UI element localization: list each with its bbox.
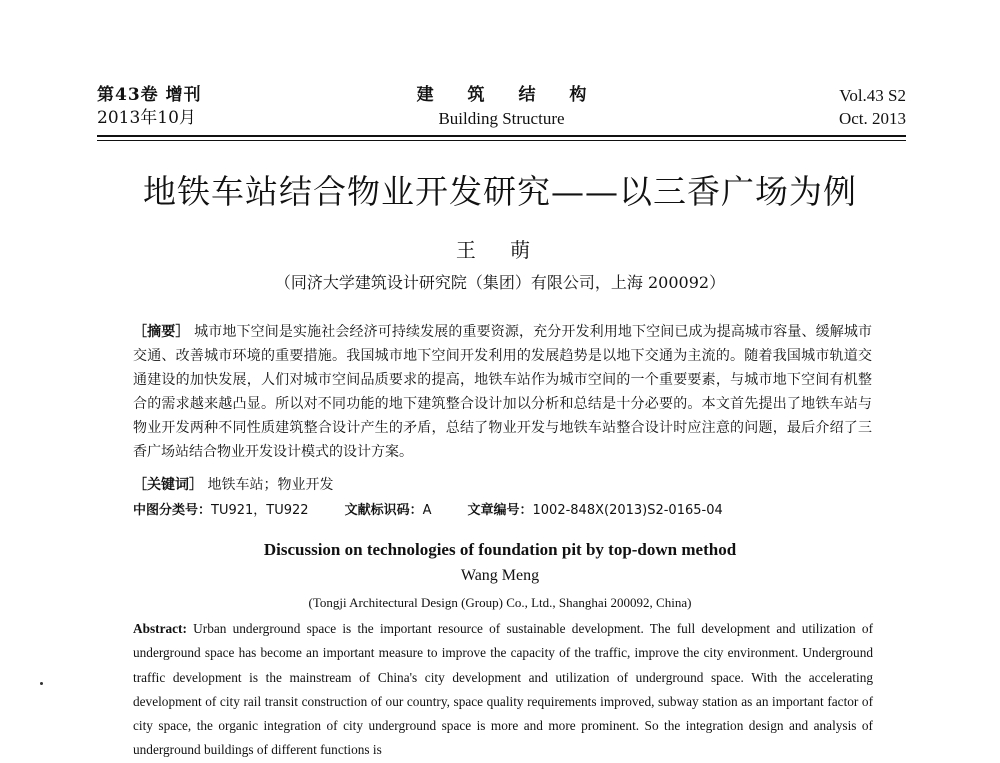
abstract-cn-label: ［摘要］ [133, 324, 190, 340]
issue-date: 2013年10月 [97, 108, 196, 128]
volume-issue: 第43卷 增刊 [97, 85, 202, 105]
author-affiliation: （同济大学建筑设计研究院（集团）有限公司，上海 200092） [274, 273, 726, 292]
journal-name-cn: 建 筑 结 构 [416, 85, 601, 105]
header-rule-thick [97, 135, 906, 137]
journal-name [97, 84, 906, 130]
journal-header [97, 84, 906, 132]
english-abstract [133, 617, 873, 763]
journal-name-en: Building Structure [438, 109, 565, 128]
classification-line [133, 499, 723, 518]
margin-dot [40, 682, 43, 685]
paper-title: 地铁车站结合物业开发研究——以三香广场为例 [143, 172, 857, 211]
english-abstract-text: Urban underground space is the important resource of sustainable development. The full development and utilization of underground space has become an important measure to improve the capacity of the traffic, improve the city environment. Underground traffic development is the mainstream of China's city development and utilization of underground space. With the accelerating development of city rail transit construction of our country, space quality requirements improved, subway station as an important factor of city space, the organic integration of city underground space is more and more prominent. So the integration design and analysis of underground buildings of different functions is [133, 621, 873, 758]
english-abstract-label: Abstract: [133, 621, 187, 636]
clc-value: TU921，TU922 [211, 503, 309, 518]
keywords-label: ［关键词］ [133, 477, 203, 493]
keywords [133, 474, 333, 494]
header-rule-thin [97, 140, 906, 141]
doc-code-label: 文献标识码： [344, 503, 423, 518]
english-affiliation: (Tongji Architectural Design (Group) Co., Ltd., Shanghai 200092, China) [308, 595, 692, 610]
abstract-cn [133, 320, 872, 464]
issue-date-en: Oct. 2013 [838, 109, 906, 128]
clc-label: 中图分类号： [133, 503, 212, 518]
issue-info-en [839, 84, 906, 130]
article-no-value: 1002-848X(2013)S2-0165-04 [532, 503, 723, 518]
doc-code-value: A [422, 503, 432, 518]
abstract-cn-text: 城市地下空间是实施社会经济可持续发展的重要资源，充分开发利用地下空间已成为提高城市容量、缓解城市交通、改善城市环境的重要措施。我国城市地下空间开发利用的发展趋势是以地下交通为主流的。随着我国城市轨道交通建设的加快发展，人们对城市空间品质要求的提高，地铁车站作为城市空间的一个重要要素，与城市地下空间有机整合的需求越来越凸显。所以对不同功能的地下建筑整合设计加以分析和总结是十分必要的。本文首先提出了地铁车站与物业开发两种不同性质建筑整合设计产生的矛盾，总结了物业开发与地铁车站整合设计时应注意的问题，最后介绍了三香广场站结合物业开发设计模式的设计方案。 [133, 324, 873, 460]
article-no-label: 文章编号： [467, 503, 533, 518]
volume-issue-en: Vol.43 S2 [839, 86, 906, 105]
keywords-text: 地铁车站；物业开发 [207, 477, 334, 493]
english-author: Wang Meng [460, 567, 540, 584]
paper-author: 王 萌 [455, 238, 545, 262]
english-title: Discussion on technologies of foundation pit by top-down method [263, 540, 737, 559]
